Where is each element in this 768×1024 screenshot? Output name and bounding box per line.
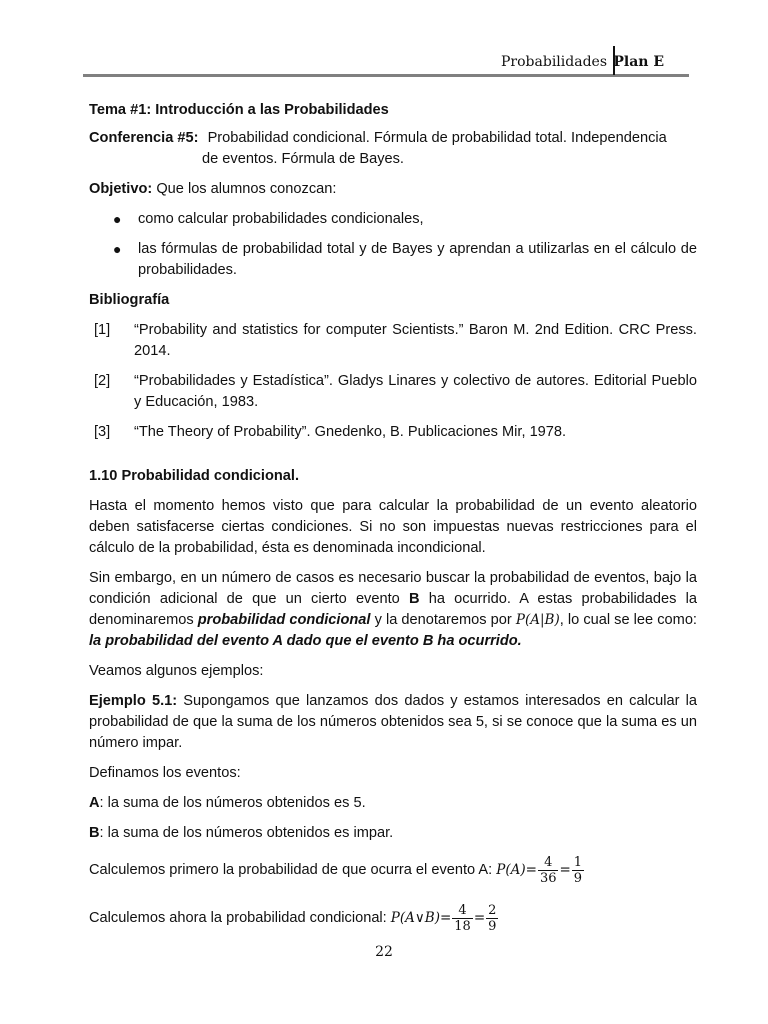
fraction: $\frac{2}{9}$ — [488, 902, 497, 934]
term-probabilidad-condicional: probabilidad condicional — [197, 612, 371, 628]
bullet-icon: ● — [113, 241, 122, 257]
bibliografia-title: Bibliografía — [89, 292, 170, 308]
objetivo — [89, 179, 697, 200]
evento-b: B: la suma de los números obtenidos es impar. — [89, 825, 394, 841]
document-body — [89, 100, 697, 955]
paragraph-examples: Veamos algunos ejemplos: — [89, 663, 264, 679]
paragraph-definition: Sin embargo, en un número de casos es necesario buscar la probabilidad de eventos, bajo la condición adicional de que un cierto evento B ha ocurrido. A estas probabilidades la denominaremos probabilidad condicional y la denotaremos por P(A|B), lo cual se lee como: la probabilidad del evento A dado que el evento B ha ocurrido. — [89, 570, 697, 649]
section-title: 1.10 Probabilidad condicional. — [89, 468, 300, 484]
calc-prob-a: Calculemos primero la probabilidad de que ocurra el evento A: P(A)= $\frac{4}{36}$ = $\frac{1}{9}$ — [89, 854, 583, 886]
fraction: $\frac{4}{36}$ — [539, 854, 557, 886]
page-number: 22 — [375, 944, 393, 960]
header-subject: Probabilidades — [501, 54, 607, 70]
header-plan: Plan E — [613, 54, 664, 70]
conferencia-line2: de eventos. Fórmula de Bayes. — [202, 151, 404, 167]
tema-title: Tema #1: Introducción a las Probabilidades — [89, 102, 389, 118]
objetivo-label: Objetivo: — [89, 181, 153, 197]
bullet-icon: ● — [113, 211, 122, 227]
bibliografia-list — [89, 320, 697, 443]
notation-p-a-given-b: P(A|B) — [515, 612, 560, 628]
ejemplo-5-1: Ejemplo 5.1: Supongamos que lanzamos dos dados y estamos interesados en calcular la probabilidad de que la suma de los números obtenidos sea 5, si se conoce que la suma es un número impar. — [89, 693, 697, 751]
fraction: $\frac{4}{18}$ — [454, 902, 471, 934]
evento-a: A: la suma de los números obtenidos es 5. — [89, 795, 366, 811]
page-header — [83, 50, 689, 77]
conferencia-block — [89, 128, 697, 170]
bib-item: [3] “The Theory of Probability”. Gnedenko, B. Publicaciones Mir, 1978. — [94, 424, 567, 440]
bib-item: [2] “Probabilidades y Estadística”. Gladys Linares y colectivo de autores. Editorial Pueblo y Educación, 1983. — [94, 373, 697, 410]
conferencia-line1: Probabilidad condicional. Fórmula de probabilidad total. Independencia — [207, 130, 667, 146]
objetivo-list — [89, 209, 697, 281]
list-item: ● como calcular probabilidades condicionales, — [89, 209, 697, 230]
fraction: $\frac{1}{9}$ — [573, 854, 583, 886]
list-item: ● las fórmulas de probabilidad total y de Bayes y aprendan a utilizarlas en el cálculo de probabilidades. — [113, 241, 697, 278]
paragraph-intro: Hasta el momento hemos visto que para calcular la probabilidad de un evento aleatorio deben satisfacerse ciertas condiciones. Si no son impuestas nuevas restricciones para el cálculo de la probabilidad, ésta es denominada incondicional. — [89, 498, 697, 556]
calc-prob-condicional: Calculemos ahora la probabilidad condicional: P(A∨B)= $\frac{4}{18}$ = $\frac{2}{9}$ — [89, 902, 497, 934]
definamos-text: Definamos los eventos: — [89, 765, 241, 781]
objetivo-text: Que los alumnos conozcan: — [156, 181, 337, 197]
bib-item: [1] “Probability and statistics for computer Scientists.” Baron M. 2nd Edition. CRC Press. 2014. — [94, 322, 697, 359]
reading-text: la probabilidad del evento A dado que el evento B ha ocurrido. — [89, 633, 522, 649]
conferencia-label: Conferencia #5: — [89, 130, 199, 146]
